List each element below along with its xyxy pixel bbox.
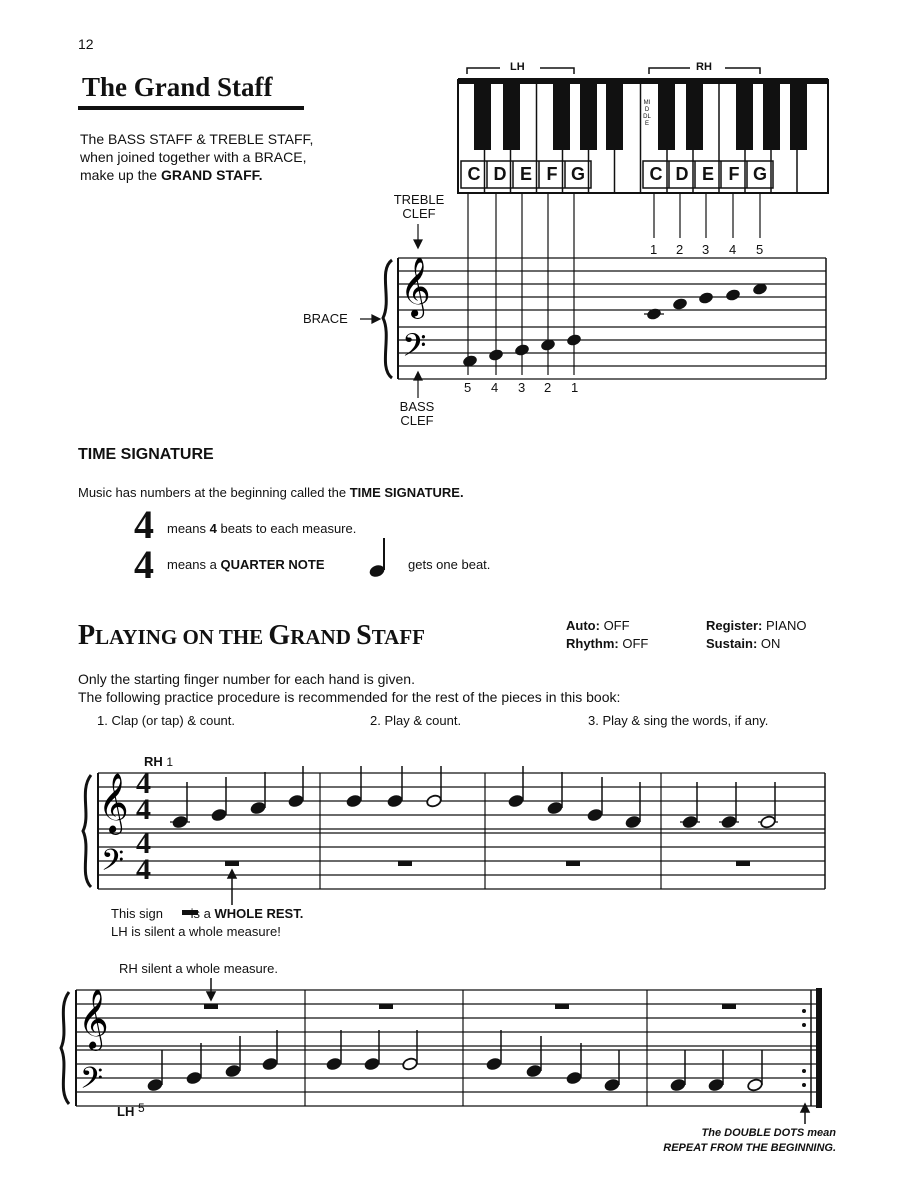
whole-rest-explanation <box>111 905 303 941</box>
score2-bass-clef: 𝄢 <box>80 1062 104 1103</box>
treble-clef-label <box>390 193 448 221</box>
intro-line-1: The BASS STAFF & TREBLE STAFF, <box>80 131 314 147</box>
repeat-line-1: The DOUBLE DOTS mean <box>701 1127 836 1139</box>
time-sig-denominator: 4 <box>134 542 154 587</box>
lh-finger-1: 1 <box>571 380 579 395</box>
final-barline <box>816 988 822 1108</box>
time-sig-line-1-suffix: beats to each measure. <box>216 521 357 536</box>
playing-title-small-3: TAFF <box>371 625 425 649</box>
score1-rh-finger: 1 <box>166 755 174 769</box>
score2-brace <box>61 992 69 1104</box>
rh-finger-3: 3 <box>702 242 710 257</box>
sustain-label: Sustain: <box>706 636 758 651</box>
lh-finger-5: 5 <box>464 380 472 395</box>
step-2: 2. Play & count. <box>370 713 462 728</box>
diagram-staff-lines <box>398 258 826 379</box>
lh-label: LH <box>510 61 525 73</box>
score2-treble-clef: 𝄞 <box>78 989 109 1049</box>
rh-key-d: D <box>675 164 689 184</box>
playing-title-cap-2: G <box>268 620 291 651</box>
rh-finger-5: 5 <box>756 242 764 257</box>
rh-key-g: G <box>752 164 767 184</box>
time-signature-heading: TIME SIGNATURE <box>78 446 214 463</box>
page-number: 12 <box>78 36 94 52</box>
brace-label: BRACE <box>303 311 348 326</box>
score2-lh-finger: 5 <box>137 1101 145 1115</box>
register-value: PIANO <box>765 618 807 633</box>
score2-staff-lines <box>76 990 820 1106</box>
rh-silent-text: RH silent a whole measure. <box>119 961 278 976</box>
rh-finger-4: 4 <box>729 242 737 257</box>
playing-title <box>78 620 425 652</box>
settings-left <box>566 617 648 653</box>
sustain-setting <box>706 635 806 653</box>
time-signature-text-bold: TIME SIGNATURE. <box>349 485 464 500</box>
score1-staff-lines <box>98 767 825 834</box>
time-signature-text-prefix: Music has numbers at the beginning called the <box>78 485 350 500</box>
rhythm-label: Rhythm: <box>566 636 619 651</box>
repeat-line-2: REPEAT FROM THE BEGINNING. <box>663 1142 836 1154</box>
rh-finger-1: 1 <box>650 242 658 257</box>
whole-rest-arrow <box>228 870 236 905</box>
sustain-value: ON <box>760 636 781 651</box>
auto-label: Auto: <box>566 618 600 633</box>
rh-finger-2: 2 <box>676 242 684 257</box>
rh-key-c: C <box>649 164 663 184</box>
score2-bass-notes <box>147 1030 764 1092</box>
score1-time-num-treble: 4 <box>136 767 151 800</box>
register-setting <box>706 617 806 635</box>
whole-rest-bold: WHOLE REST. <box>214 906 304 921</box>
auto-setting <box>566 617 648 635</box>
score1-brace <box>83 775 91 887</box>
score1-bass-lines <box>98 767 825 889</box>
lh-key-g: G <box>570 164 585 184</box>
treble-clef: 𝄞 <box>400 257 431 317</box>
score1-rh-text: RH <box>144 754 163 769</box>
lh-key-f: F <box>546 164 558 184</box>
rhythm-value: OFF <box>622 636 649 651</box>
score1-time-den-bass: 4 <box>136 853 151 886</box>
grand-staff-title: The Grand Staff <box>82 72 273 102</box>
score2-lh-label <box>117 1101 145 1119</box>
whole-rest-line-1 <box>111 905 303 923</box>
middle-label: MIDDLE <box>643 100 651 127</box>
score1-whole-rests <box>225 861 750 866</box>
rh-diagram-notes <box>644 282 768 321</box>
playing-title-small-2: RAND <box>290 625 357 649</box>
bass-clef-label <box>393 400 441 428</box>
lh-finger-3: 3 <box>518 380 526 395</box>
whole-rest-line-2: LH is silent a whole measure! <box>111 924 281 939</box>
score1-treble-notes <box>170 766 778 829</box>
intro-last-bold: GRAND STAFF. <box>160 167 263 183</box>
repeat-explanation <box>663 1126 836 1156</box>
repeat-dots <box>802 1009 806 1087</box>
time-signature-text <box>78 485 464 500</box>
score1-treble-clef: 𝄞 <box>98 773 129 833</box>
repeat-arrow <box>801 1104 809 1124</box>
brace <box>383 260 392 378</box>
score1-time-den-treble: 4 <box>136 793 151 826</box>
time-sig-line-2-bold: QUARTER NOTE <box>220 557 325 572</box>
score2-lh-text: LH <box>117 1104 135 1119</box>
instructions <box>78 670 620 706</box>
playing-title-small-1: LAYING ON THE <box>95 625 269 649</box>
rh-key-e: E <box>701 164 714 184</box>
lh-key-c: C <box>467 164 481 184</box>
step-1: 1. Clap (or tap) & count. <box>97 713 236 728</box>
rh-label: RH <box>696 61 712 73</box>
treble-clef-label-2: CLEF <box>402 206 436 221</box>
bass-clef-label-1: BASS <box>399 399 435 414</box>
lh-key-d: D <box>493 164 507 184</box>
playing-title-cap-1: P <box>78 620 96 651</box>
time-sig-line-2 <box>167 557 324 572</box>
rh-key-f: F <box>728 164 740 184</box>
instruction-1: Only the starting finger number for each hand is given. <box>78 671 415 687</box>
bass-clef-label-2: CLEF <box>400 413 434 428</box>
time-sig-numerator: 4 <box>134 502 154 547</box>
time-sig-line-2-prefix: means a <box>167 557 221 572</box>
piano-keyboard <box>458 78 828 193</box>
time-sig-line-1 <box>167 521 356 536</box>
lh-finger-4: 4 <box>491 380 499 395</box>
treble-clef-label-1: TREBLE <box>393 192 445 207</box>
register-label: Register: <box>706 618 763 633</box>
rhythm-setting <box>566 635 648 653</box>
whole-rest-mid: is a <box>187 906 215 921</box>
score2-whole-rests <box>204 1004 736 1009</box>
bass-clef: 𝄢 <box>402 327 427 371</box>
time-sig-line-1-bold: 4 <box>209 521 217 536</box>
whole-rest-prefix: This sign <box>111 906 164 921</box>
lh-key-e: E <box>519 164 532 184</box>
playing-title-cap-3: S <box>356 620 372 651</box>
instruction-2: The following practice procedure is recommended for the rest of the pieces in this book: <box>78 689 621 705</box>
settings-right <box>706 617 806 653</box>
score1-bass-clef: 𝄢 <box>101 844 125 885</box>
auto-value: OFF <box>603 618 630 633</box>
intro-line-2: when joined together with a BRACE, <box>80 149 307 165</box>
time-sig-line-1-prefix: means <box>167 521 210 536</box>
rh-silent-arrow <box>207 978 215 1000</box>
intro-last-prefix: make up the <box>80 167 161 183</box>
lh-finger-2: 2 <box>544 380 552 395</box>
score1-time-num-bass: 4 <box>136 827 151 860</box>
step-3: 3. Play & sing the words, if any. <box>588 713 769 728</box>
quarter-note-icon <box>369 538 386 578</box>
time-sig-line-2-suffix: gets one beat. <box>408 557 491 572</box>
